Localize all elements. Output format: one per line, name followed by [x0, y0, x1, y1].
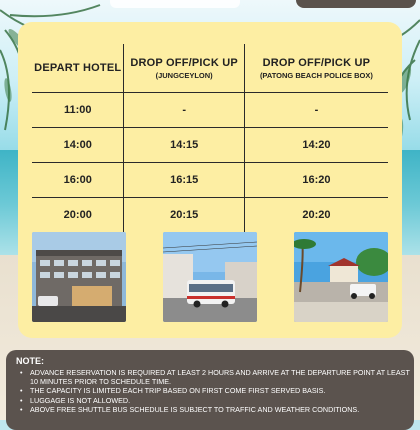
table-row: [32, 198, 388, 232]
depart-time: 11:00: [32, 93, 124, 127]
depart-time: 16:00: [32, 163, 124, 197]
police-box-photo: [294, 232, 388, 322]
jungceylon-time: 14:15: [124, 128, 244, 162]
table-header-row: [32, 44, 388, 93]
hotel-building-photo: [32, 232, 126, 322]
note-item: • ADVANCE RESERVATION IS REQUIRED AT LEAST 2 HOURS AND ARRIVE AT THE DEPARTURE POINT AT LEAST 10 MINUTES PRIOR TO SCHEDULE TIME.: [20, 368, 410, 387]
note-list: [18, 368, 410, 414]
note-panel: [6, 350, 414, 430]
patong-time: 14:20: [302, 139, 331, 151]
shuttle-bus-photo: [163, 232, 257, 322]
bullet-icon: •: [20, 368, 23, 377]
jungceylon-time: -: [124, 93, 244, 127]
bullet-icon: •: [20, 386, 23, 396]
table-row: [32, 128, 388, 163]
depart-time: 20:00: [32, 198, 124, 232]
jungceylon-time: 20:15: [124, 198, 244, 232]
note-item: • ABOVE FREE SHUTTLE BUS SCHEDULE IS SUBJECT TO TRAFFIC AND WEATHER CONDITIONS.: [20, 404, 360, 414]
header-jungceylon: DROP OFF/PICK UP (JUNGCEYLON): [124, 44, 244, 92]
patong-time: 16:20: [302, 174, 331, 186]
patong-time: -: [314, 104, 319, 116]
header-badge-fragment: [296, 0, 416, 8]
bullet-icon: •: [20, 404, 23, 414]
bullet-icon: •: [20, 395, 23, 405]
note-item: • LUGGAGE IS NOT ALLOWED.: [20, 395, 131, 405]
header-title-fragment: [110, 0, 240, 8]
schedule-card: [18, 22, 402, 338]
schedule-table: [32, 44, 388, 232]
header-patong-police-box: DROP OFF/PICK UP (PATONG BEACH POLICE BOX): [259, 56, 373, 80]
patong-time: 20:20: [302, 209, 331, 221]
header-depart-hotel: DEPART HOTEL: [32, 44, 124, 92]
jungceylon-time: 16:15: [124, 163, 244, 197]
depart-time: 14:00: [32, 128, 124, 162]
table-row: [32, 93, 388, 128]
location-photos: [32, 232, 388, 322]
table-row: [32, 163, 388, 198]
note-title: NOTE:: [16, 356, 44, 366]
note-item: • THE CAPACITY IS LIMITED EACH TRIP BASED ON FIRST COME FIRST SERVED BASIS.: [20, 386, 326, 396]
